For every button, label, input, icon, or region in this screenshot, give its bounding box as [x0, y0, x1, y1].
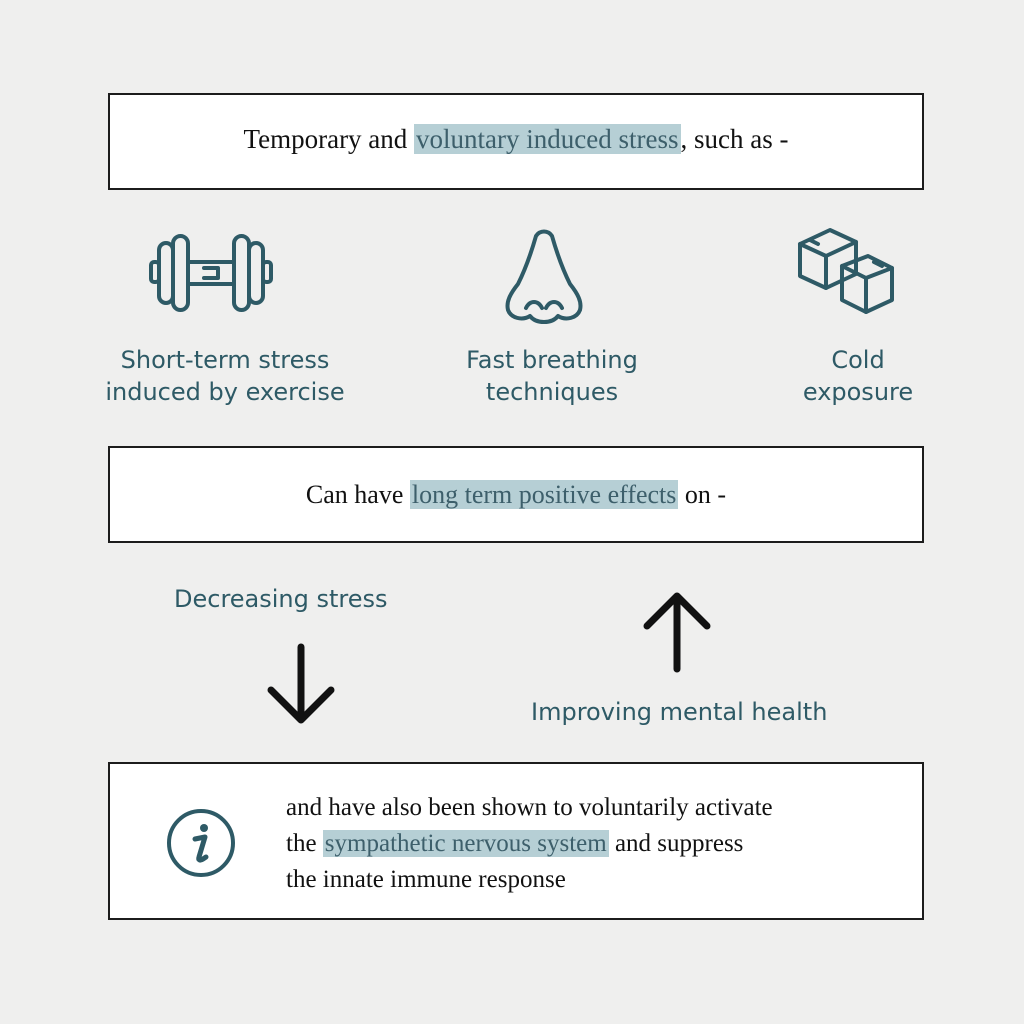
- ice-cubes-icon: [796, 226, 896, 316]
- item-label-breathing-line2: techniques: [485, 378, 619, 406]
- info-text-line2-start: the: [286, 830, 323, 857]
- intro-text-end: , such as -: [680, 124, 789, 154]
- item-label-exercise-line1: Short-term stress: [120, 346, 330, 374]
- arrow-down-icon: [264, 642, 338, 726]
- improving-mental-health-label: Improving mental health: [531, 698, 828, 726]
- info-text-line2-end: and suppress: [608, 830, 744, 857]
- item-label-cold-line1: Cold: [831, 346, 885, 374]
- intro-text: [110, 124, 922, 155]
- effects-text-start: Can have: [305, 480, 410, 509]
- item-label-cold: [768, 344, 948, 408]
- item-label-breathing-line1: Fast breathing: [466, 346, 638, 374]
- info-icon: [166, 808, 236, 878]
- info-box: [108, 762, 924, 920]
- item-label-cold-line2: exposure: [802, 378, 914, 406]
- effects-text-end: on -: [678, 480, 727, 509]
- info-text-line3: the innate immune response: [286, 866, 566, 893]
- intro-highlight: voluntary induced stress: [416, 124, 679, 154]
- info-highlight: sympathetic nervous system: [324, 830, 607, 857]
- intro-box: [108, 93, 924, 190]
- decreasing-stress-label: Decreasing stress: [174, 585, 388, 613]
- nose-icon: [502, 228, 586, 324]
- effects-box: [108, 446, 924, 543]
- item-label-breathing: [420, 344, 684, 408]
- info-text-line1: and have also been shown to voluntarily activate: [286, 794, 773, 821]
- item-label-exercise: [80, 344, 370, 408]
- dumbbell-icon: [148, 234, 274, 312]
- info-text: [286, 790, 773, 898]
- intro-text-start: Temporary and: [243, 124, 415, 154]
- effects-highlight: long term positive effects: [411, 480, 677, 509]
- info-text-line2: [286, 826, 773, 862]
- effects-text: [110, 480, 922, 510]
- item-label-exercise-line2: induced by exercise: [105, 378, 345, 406]
- arrow-up-icon: [640, 590, 714, 674]
